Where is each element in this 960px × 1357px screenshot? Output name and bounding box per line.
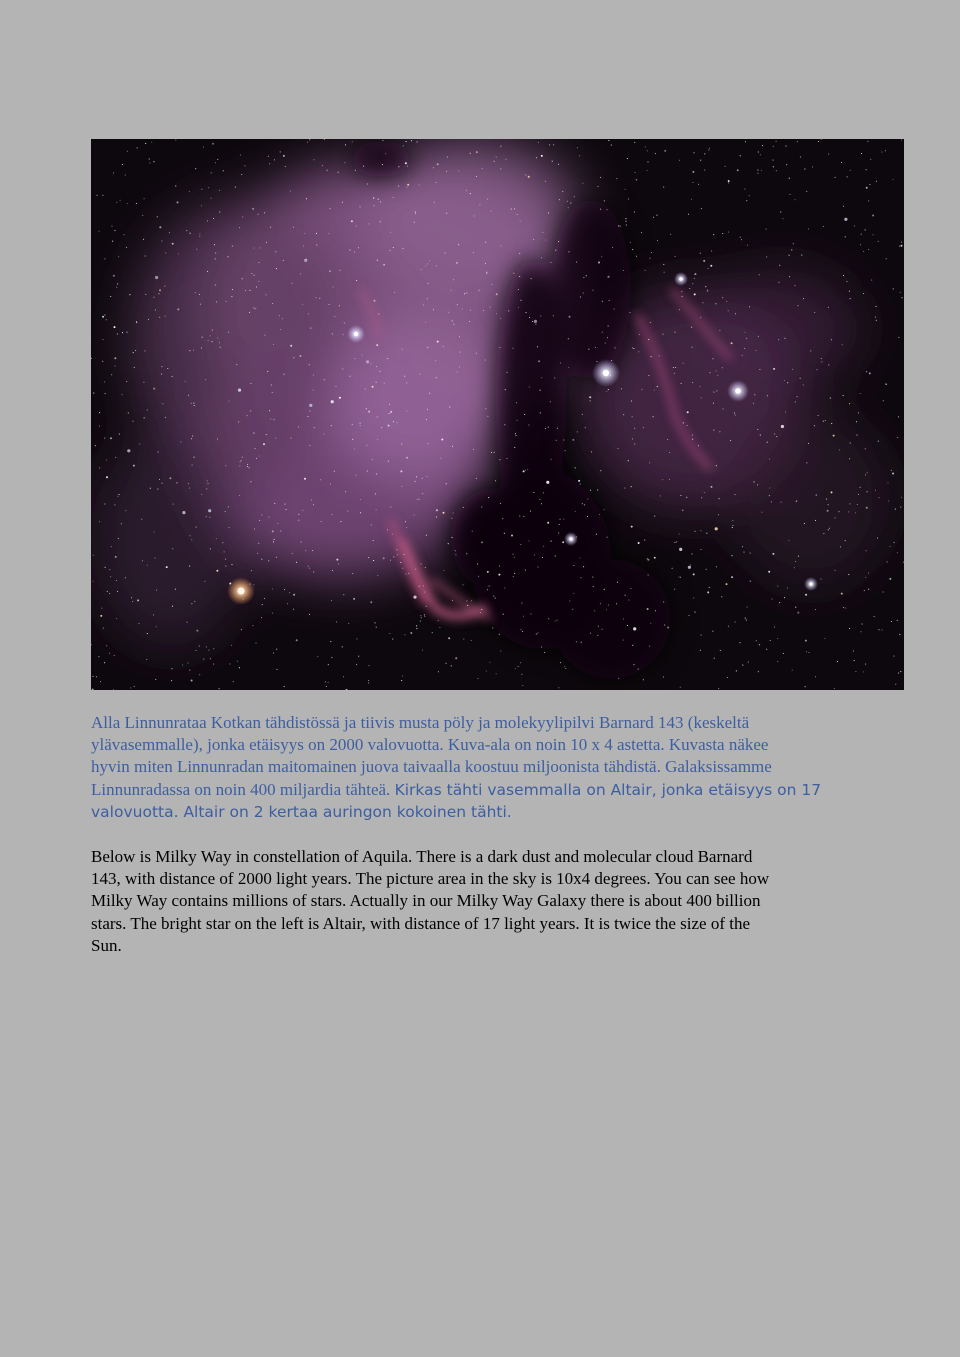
english-caption <box>91 846 881 957</box>
finnish-caption-line-5: valovuotta. Altair on 2 kertaa auringon kokoinen tähti. <box>91 802 512 821</box>
finnish-caption-line-1: Alla Linnunrataa Kotkan tähdistössä ja tiivis musta pöly ja molekyylipilvi Barnard 143 (keskeltä <box>91 713 750 732</box>
english-caption-line-4: stars. The bright star on the left is Altair, with distance of 17 light years. It is twice the size of the <box>91 913 751 933</box>
english-caption-line-1: Below is Milky Way in constellation of Aquila. There is a dark dust and molecular cloud Barnard <box>91 847 753 866</box>
finnish-caption-line-2: ylävasemmalle), jonka etäisyys on 2000 valovuotta. Kuva-ala on noin 10 x 4 astetta. Kuvasta näkee <box>91 735 769 755</box>
english-caption-line-3: Milky Way contains millions of stars. Actually in our Milky Way Galaxy there is about 400 billion <box>91 891 761 911</box>
finnish-caption-line-4a: Linnunradassa on noin 400 miljardia tähteä. <box>91 779 391 799</box>
english-caption-line-5: Sun. <box>91 935 122 955</box>
nebula-image <box>91 139 904 690</box>
finnish-caption-line-3: hyvin miten Linnunradan maitomainen juova taivaalla koostuu miljoonista tähdistä. Galaksissamme <box>91 757 772 777</box>
nebula-photo <box>91 139 904 690</box>
finnish-caption-line-4b: Kirkas tähti vasemmalla on Altair, jonka etäisyys on 17 <box>394 780 822 799</box>
finnish-caption <box>91 712 881 823</box>
english-caption-line-2: 143, with distance of 2000 light years. The picture area in the sky is 10x4 degrees. You can see how <box>91 869 770 889</box>
